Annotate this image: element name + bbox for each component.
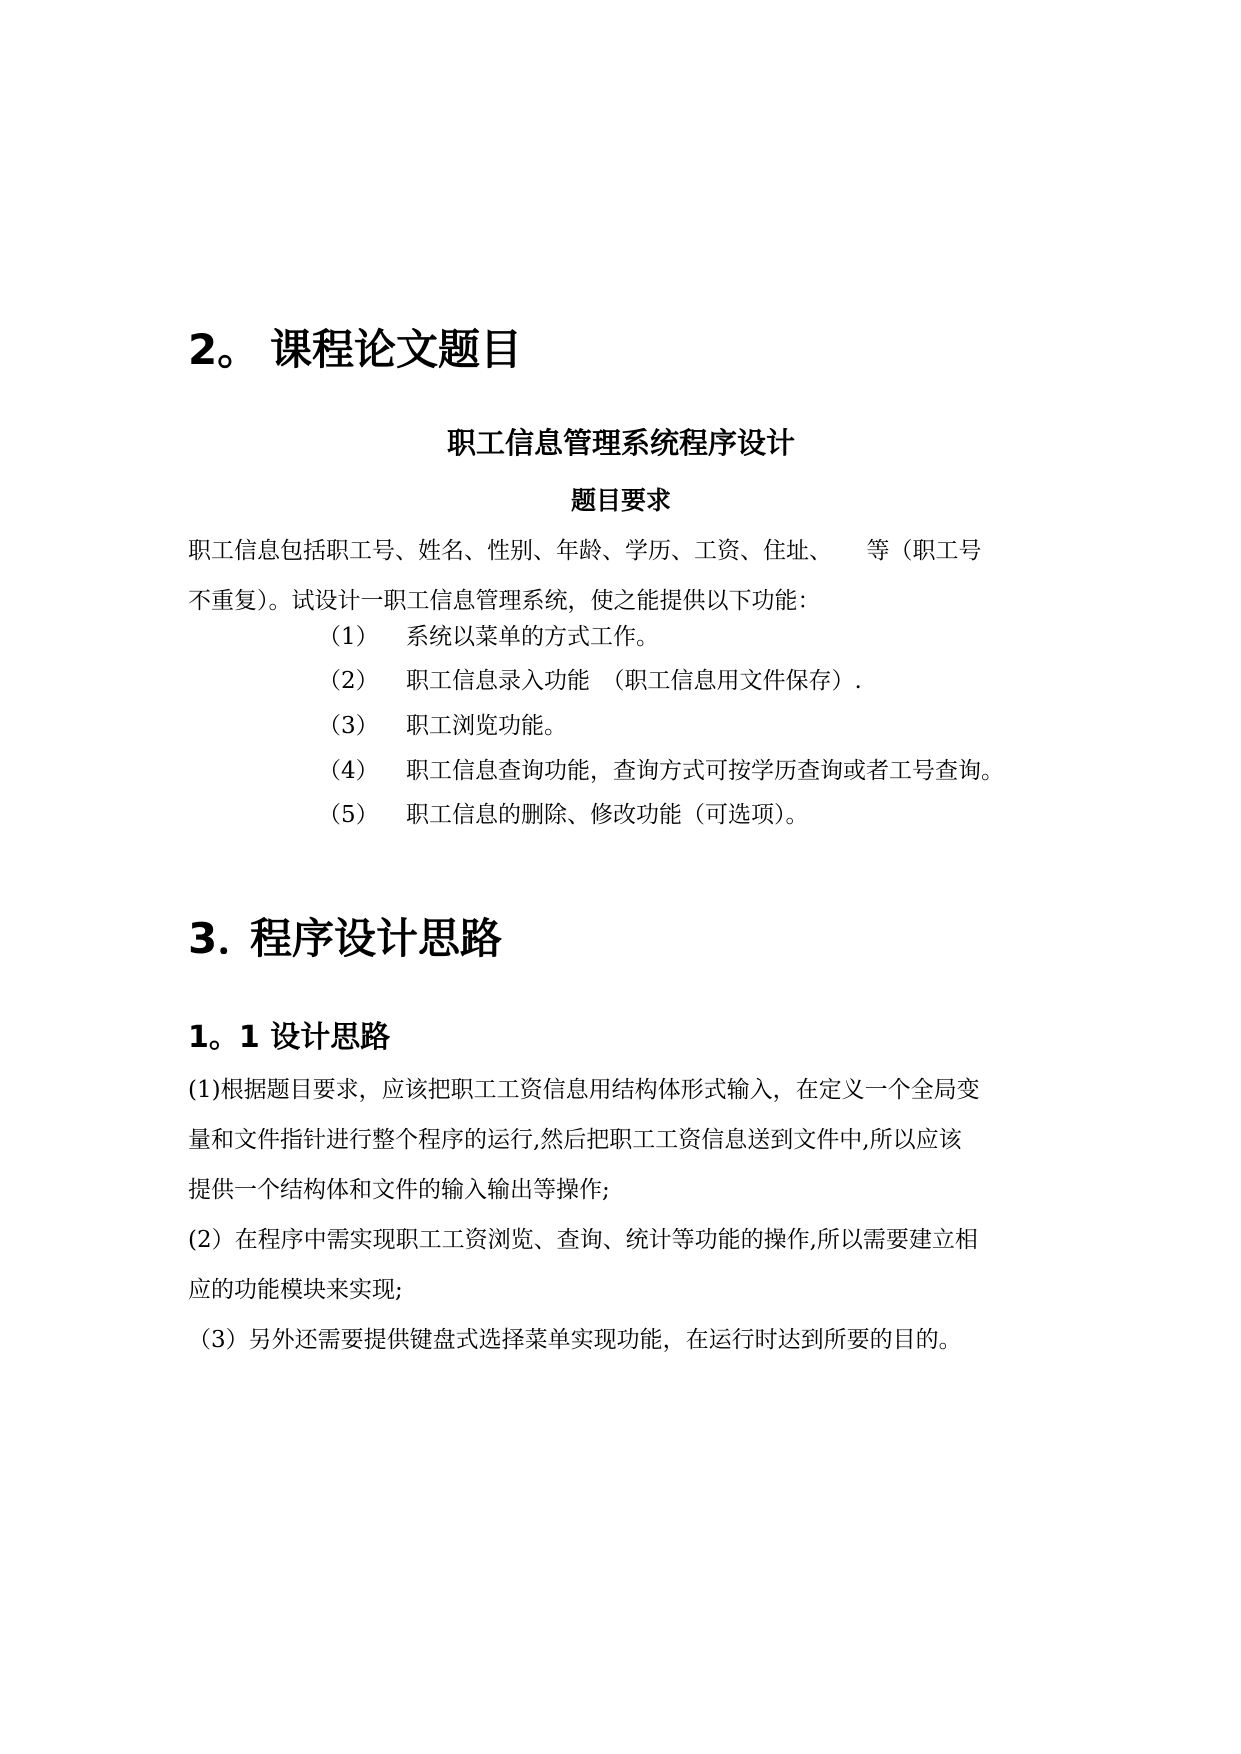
item-text: 系统以菜单的方式工作。 xyxy=(406,624,659,650)
intro-line: 职工信息包括职工号、姓名、性别、年龄、学历、工资、住址、 等（职工号 xyxy=(188,538,982,564)
section-2-heading xyxy=(188,324,522,376)
requirement-item xyxy=(318,756,1004,786)
section-3-number: 3． xyxy=(188,914,260,963)
design-line: （3）另外还需要提供键盘式选择菜单实现功能，在运行时达到所要的目的。 xyxy=(188,1327,962,1353)
design-line: 应的功能模块来实现; xyxy=(188,1277,403,1303)
requirement-item xyxy=(318,800,809,830)
item-number: （3） xyxy=(318,713,379,739)
item-number: （1） xyxy=(318,624,379,650)
design-paragraph xyxy=(188,1065,1054,1365)
item-text: 职工信息查询功能，查询方式可按学历查询或者工号查询。 xyxy=(406,758,1004,784)
item-number: （4） xyxy=(318,758,379,784)
requirement-item xyxy=(318,711,567,741)
design-line: (2）在程序中需实现职工工资浏览、查询、统计等功能的操作,所以需要建立相 xyxy=(188,1227,978,1253)
item-number: （2） xyxy=(318,668,379,694)
item-text: 职工信息的删除、修改功能（可选项）。 xyxy=(406,802,809,828)
design-line: 提供一个结构体和文件的输入输出等操作; xyxy=(188,1177,610,1203)
topic-subtitle: 题目要求 xyxy=(570,486,671,515)
topic-title: 职工信息管理系统程序设计 xyxy=(446,426,795,460)
subsection-heading: 1。1 设计思路 xyxy=(188,1020,391,1055)
intro-line: 不重复）。试设计一职工信息管理系统，使之能提供以下功能： xyxy=(188,588,821,614)
requirement-item xyxy=(318,622,659,652)
section-3-title: 程序设计思路 xyxy=(250,914,503,963)
requirement-item xyxy=(318,666,862,696)
item-text: 职工信息录入功能 （职工信息用文件保存）. xyxy=(406,668,862,694)
item-text: 职工浏览功能。 xyxy=(406,713,567,739)
design-line: (1)根据题目要求，应该把职工工资信息用结构体形式输入，在定义一个全局变 xyxy=(188,1077,980,1103)
section-2-title: 课程论文题目 xyxy=(270,325,523,374)
item-number: （5） xyxy=(318,802,379,828)
section-2-number: 2。 xyxy=(188,325,260,374)
design-line: 量和文件指针进行整个程序的运行,然后把职工工资信息送到文件中,所以应该 xyxy=(188,1127,962,1153)
topic-intro-paragraph xyxy=(188,526,1054,626)
section-3-heading xyxy=(188,913,502,965)
